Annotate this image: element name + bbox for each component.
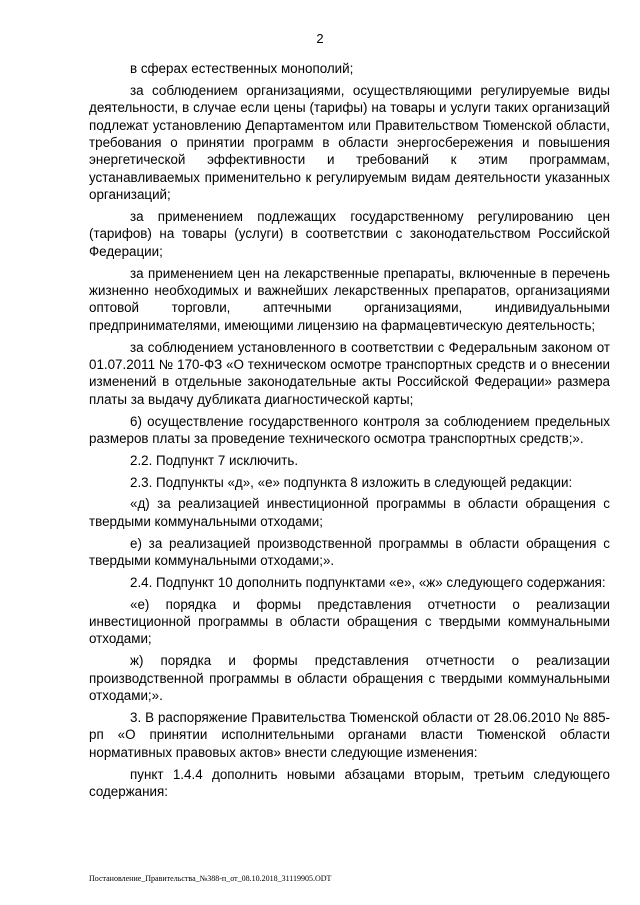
paragraph-energy-saving-programs: за соблюдением организациями, осуществляющими регулируемые виды деятельности, в случае если цены (тарифы) на товары и услуги таких организаций подлежат установлению Департаментом или Правительством Тюменской области, требования о принятии программ в области энергосбережения и повышения энергетической эффективности и требований к этим программам, устанавливаемых применительно к регулируемым видам деятельности указанных организаций; <box>89 82 610 203</box>
paragraph-subitem-d: «д) за реализацией инвестиционной программы в области обращения с твердыми коммунальными отходами; <box>89 496 610 529</box>
paragraph-natural-monopolies: в сферах естественных монополий; <box>130 61 354 76</box>
paragraph-item-1-4-4: пункт 1.4.4 дополнить новыми абзацами вторым, третьим следующего содержания: <box>89 766 610 799</box>
paragraph-2-2: 2.2. Подпункт 7 исключить. <box>130 452 299 468</box>
paragraph-subitem-zh-reporting: ж) порядка и формы представления отчетности о реализации производственной программы в области обращения с твердыми коммунальными отходами;». <box>89 653 610 704</box>
paragraph-regulated-prices: за применением подлежащих государственному регулированию цен (тарифов) на товары (услуги) в соответствии с законодательством Российской Федерации; <box>89 209 610 259</box>
paragraph-2-4: 2.4. Подпункт 10 дополнить подпунктами «е», «ж» следующего содержания: <box>130 574 606 590</box>
paragraph-2-3: 2.3. Подпункты «д», «е» подпункта 8 изложить в следующей редакции: <box>130 474 573 490</box>
paragraph-subitem-e: е) за реализацией производственной программы в области обращения с твердыми коммунальными отходами;». <box>89 535 610 569</box>
paragraph-technical-inspection-control: 6) осуществление государственного контроля за соблюдением предельных размеров платы за проведение технического осмотра транспортных средств;». <box>89 413 610 447</box>
paragraph-diagnostic-card-fee: за соблюдением установленного в соответствии с Федеральным законом от 01.07.2011 № 170-ФЗ «О техническом осмотре транспортных средств и о внесении изменений в отдельные законодательные акты Российской Федерации» размера платы за выдачу дубликата диагностической карты; <box>89 339 610 407</box>
paragraph-subitem-e-reporting: «е) порядка и формы представления отчетности о реализации инвестиционной программы в области обращения с твердыми коммунальными отходами; <box>89 596 610 647</box>
paragraph-3: 3. В распоряжение Правительства Тюменской области от 28.06.2010 № 885-рп «О принятии исполнительными органами власти Тюменской области нормативных правовых актов» внести следующие изменения: <box>89 709 610 760</box>
page-number: 2 <box>316 31 324 46</box>
paragraph-medicine-prices: за применением цен на лекарственные препараты, включенные в перечень жизненно необходимых и важнейших лекарственных препаратов, организациями оптовой торговли, аптечными организациями, индивидуальными предпринимателями, имеющими лицензию на фармацевтическую деятельность; <box>89 265 610 333</box>
footer-filename: Постановление_Правительства_№388-п_от_08.10.2018_31119905.ODT <box>89 874 332 883</box>
document-body <box>89 60 610 805</box>
